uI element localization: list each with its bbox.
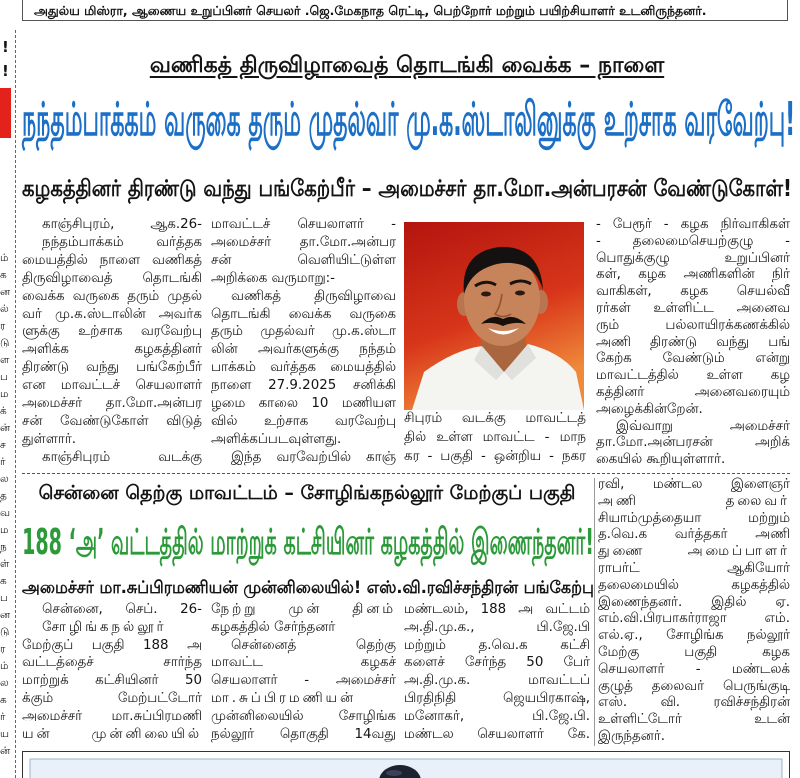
text-line: ழமை காலை 10 மணியள [211,396,396,412]
left-margin-mark: ! [2,38,9,56]
text-line: ப [0,592,8,604]
text-line: கையில் கூறியுள்ளார். [596,452,726,468]
text-line: மற்றும் த.வெ.க கட்சி [404,637,590,653]
text-line: நேற்று முன் தினம் [211,602,396,617]
article1-column-2 [211,216,396,470]
text-line: செயலாளர் - அமைச்சர் [211,673,396,689]
article2-kicker: சென்னை தெற்கு மாவட்டம் – சோழிங்கநல்லூர் மேற்குப் பகுதி [38,482,576,504]
text-line: கர - பகுதி - ஒன்றிய - நகர [404,449,586,464]
text-line: ள் [0,558,10,570]
text-line: எம்.வி.பிரபாகர்ராஜா எம். [598,611,790,627]
text-line: அணி தலைவர் [598,493,790,509]
text-line: பொதுக்குழு உறுப்பினர் [596,250,790,266]
text-line: அறிக்கை வருமாறு:- [211,270,335,286]
bottom-advert-frame [22,751,790,778]
text-line: ப [0,371,8,383]
text-line: அமைச்சர் தா.மோ.அன்பர [22,396,202,412]
text-line: ரும் பல்லாயிரக்கணக்கில் [596,317,790,333]
text-line: ளுக்கு உற்சாக வரவேற்பு [22,324,202,340]
text-line: களைச் சேர்ந்த 50 பேர் [404,655,590,671]
text-line: ச [0,439,6,451]
text-line: ம் [0,660,9,672]
left-margin-red-mark [0,88,11,138]
text-line: தில் உள்ள மாவட்ட - மாந [404,430,586,445]
left-column-rule [15,30,16,778]
text-line: செயலாளர் - மண்டலக் [598,661,790,677]
text-line: காஞ்சிபுரம் வடக்கு [42,449,202,465]
left-margin-fragments [0,250,13,762]
text-line: காஞ்சிபுரம், ஆக.26- [42,217,202,232]
text-line: ல் [0,303,9,315]
text-line: வைக்க வருகை தரும் முதல் [22,288,202,304]
text-line: அளிக்கப்படவுள்ளது. [211,431,342,447]
text-line: இணைந்தனர். இதில் ஏ. [598,594,790,610]
text-line: நல்லூர் தொகுதி 14வது [211,726,396,742]
article1-subheadline: கழகத்தினர் திரண்டு வந்து பங்கேற்பீர் – அமைச்சர் தா.மோ.அன்பரசன் வேண்டுகோள்! [22,176,792,202]
text-line: குழுத் தலைவர் பெருங்குடி [598,678,790,694]
text-line: வர் மு.க.ஸ்டாலின் அவர்க [22,306,202,322]
text-line: தொடங்கி வைக்க வருகை [211,306,396,322]
text-line: ராபர்ட் ஆகியோர் [598,560,790,576]
text-line: தலைமையில் கழகத்தில் [598,577,790,593]
text-line: - பேரூர் - கழக நிர்வாகிகள் [596,217,790,232]
text-line: திரண்டு வந்து பங்கேற்பீர் [22,360,202,376]
text-line: க [0,694,7,706]
text-line: மாவட்ட கழகச் [211,655,396,671]
article1-column-4 [596,217,790,471]
text-line: ன [0,609,11,621]
text-line: மனோகர், பி.ஜே.பி. [404,708,590,724]
previous-article-closing-line: அதுல்ய மிஸ்ரா, ஆணைய உறுப்பினர் செயலர் .ஜெ.மேகநாத ரெட்டி, பெற்றோர் மற்றும் பயிற்சியாளர் உடனிருந்தனர். [34,3,707,18]
text-line: - தலைமைசெயற்குழு - [596,233,790,249]
text-line: க் [0,405,7,417]
text-line: மண்டல செயலாளர் கே. [404,726,590,742]
text-line: ம [0,388,9,400]
text-line: வில் உற்சாக வரவேற்பு [211,413,396,429]
text-line: ரர்கள் உள்ளிட்ட அனைவ [596,300,790,316]
text-line: தரும் முதல்வர் மு.க.ஸ்டா [211,324,396,340]
minister-portrait-photo [404,222,584,410]
text-line: மாற்றுக் கட்சியினர் 50 [22,673,202,689]
article2-subheadline: அமைச்சர் மா.சுப்பிரமணியன் முன்னிலையில்! எஸ்.வி.ரவிச்சந்திரன் பங்கேற்பு [22,578,594,598]
text-line: அ.தி.மு.க., பி.ஜே.பி [404,619,590,635]
article1-kicker: வணிகத் திருவிழாவைத் தொடங்கி வைக்க – நாளை [149,53,665,78]
text-line: ர [0,320,6,332]
text-line: இந்த வரவேற்பில் காஞ் [231,449,396,465]
article2-column-1 [22,601,202,747]
text-line: மா.சுப்பிரமணியன் [211,690,357,706]
text-line: யன் முன்னிலையில் [22,726,202,742]
text-line: நாளை 27.9.2025 சனிக்கி [211,378,396,394]
text-line: டு [0,337,10,349]
text-line: ள [0,354,10,366]
text-line: ரவி, மண்டல இளைஞர் [598,477,790,492]
article2-headline: 188 ‘அ’ வட்டத்தில் மாற்றுக் கட்சியினர் கழகத்தில் இணைந்தனர்! [22,522,594,563]
text-line: ம் [0,252,9,264]
text-line: உள்ளிட்டோர் உடன் [598,712,790,728]
text-line: திருவிழாவைத் தொடங்கி [22,270,202,286]
text-line: சன் வெளியிட்டுள்ள [211,252,396,268]
article1-column-3 [404,409,586,469]
text-line: ல [0,473,9,485]
text-line: வ [0,507,11,519]
text-line: ய [0,728,10,740]
text-line: நந்தம்பாக்கம் வர்த்தக [42,234,202,250]
text-line: வாகிகள், கழக செயல்வீ [596,284,790,300]
text-line: சோழிங்கநல்லூர் [42,619,167,635]
article1-column-1 [22,216,202,470]
text-line: மாவட்டச் செயலாளர் - [211,217,396,232]
text-line: அமைச்சர் மா.சுப்பிரமணி [22,708,202,724]
text-line: அளிக்க கழகத்தினர் [22,342,202,358]
text-line: ன [0,286,11,298]
text-line: டு [0,626,10,638]
text-line: தா.மோ.அன்பரசன் அறிக் [596,435,790,451]
text-line: ர் [0,456,6,468]
text-line: சென்னை, செப். 26- [42,602,202,617]
text-line: க [0,269,7,281]
article-divider [22,473,790,474]
text-line: அ.தி.மு.க. மாவட்டப் [404,673,590,689]
text-line: கழகத்தில் சேர்ந்தனர் [211,619,336,635]
text-line: பாக்கம் வர்த்தக மையத்தில் [211,360,396,376]
text-line: மண்டலம், 188 அ வட்டம் [404,602,590,617]
text-line: மேற்குப் பகுதி 188 அ [22,637,202,653]
text-line: எல்.ஏ., சோழிங்க நல்லூர் [598,628,790,644]
text-line: இருந்தனர். [598,728,665,744]
text-line: சென்னைத் தெற்கு [231,637,396,653]
text-line: ன் [0,422,11,434]
article2-column-3 [404,601,590,747]
text-line: ந [0,541,7,553]
text-line: கத்தினர் அனைவரையும் [596,384,790,400]
text-line: ர் [0,711,6,723]
text-line: சன் வேண்டுகோள் விடுத் [22,413,202,429]
column-rule [594,478,595,746]
text-line: ல [0,677,9,689]
text-line: மேற்கு பகுதி கழக [598,644,790,660]
text-line: த [0,490,7,502]
left-margin-mark: ! [2,62,9,80]
text-line: அணி திரண்டு வந்து பங் [596,334,790,350]
text-line: வணிகத் திருவிழாவை [231,288,396,304]
text-line: க [0,575,7,587]
text-line: மையத்தில் நாளை வணிகத் [22,252,202,268]
text-line: துள்ளார். [22,431,77,447]
text-line: த.வெ.க வர்த்தகர் அணி [598,527,790,543]
article1-headline: நந்தம்பாக்கம் வருகை தரும் முதல்வர் மு.க.ஸ்டாலினுக்கு உற்சாக வரவேற்பு! [22,92,796,146]
text-line: ன் [0,745,11,757]
text-line: இவ்வாறு அமைச்சர் [616,418,790,434]
text-line: முன்னிலையில் சோழிங்க [211,708,396,724]
text-line: லின் அவர்களுக்கு நந்தம் [211,342,396,358]
text-line: பிரதிநிதி ஜெயபிரகாஷ், [404,690,590,706]
text-line: எஸ். வி. ரவிச்சந்திரன் [598,695,790,711]
text-line: ர [0,643,6,655]
text-line: என மாவட்டச் செயலாளர் [22,378,202,394]
text-line: சியாம்முத்தையா மற்றும் [598,510,790,526]
text-line: மாவட்டத்தில் உள்ள கழ [596,368,790,384]
bottom-advert-graphic [22,751,790,778]
portrait-image [404,222,584,410]
article2-column-4 [598,477,790,749]
article2-column-2 [211,601,396,747]
text-line: அமைச்சர் தா.மோ.அன்பர [211,234,396,250]
text-line: அழைக்கின்றேன். [596,401,703,417]
text-line: கேற்க வேண்டும் என்று [596,351,790,367]
text-line: சிபுரம் வடக்கு மாவட்டத் [404,411,586,426]
text-line: க்கும் மேற்பட்டோர் [22,690,202,706]
text-line: ம [0,524,9,536]
text-line: வட்டத்தைச் சார்ந்த [22,655,202,671]
text-line: கள், கழக அணிகளின் நிர் [596,267,790,283]
text-line: துணை அமைப்பாளர் [598,544,790,560]
